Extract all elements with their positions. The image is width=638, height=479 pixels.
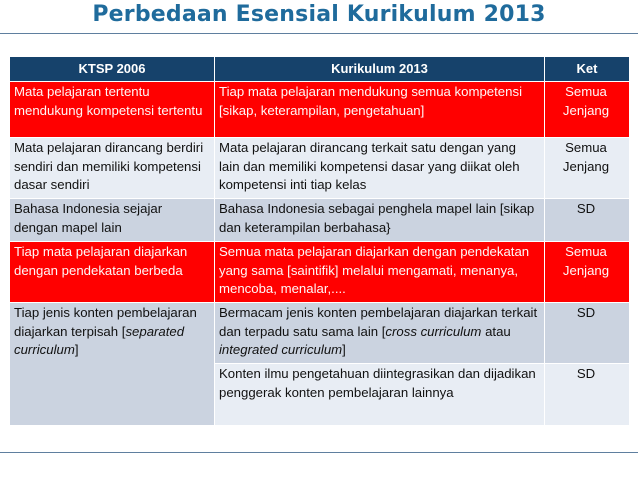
header-ktsp: KTSP 2006 bbox=[10, 57, 215, 82]
table-row bbox=[10, 82, 630, 138]
slide-title: Perbedaan Esensial Kurikulum 2013 bbox=[92, 2, 546, 27]
cell-ket: SD bbox=[545, 199, 630, 242]
table-row bbox=[10, 138, 630, 199]
cell-ket: SD bbox=[545, 303, 630, 364]
cell-ket: Semua Jenjang bbox=[545, 242, 630, 303]
cell-ktsp: Tiap jenis konten pembelajaran diajarkan terpisah [separated curriculum] bbox=[10, 303, 215, 426]
cell-k13: Mata pelajaran dirancang terkait satu dengan yang lain dan memiliki kompetensi dasar yang diikat oleh kompetensi inti tiap kelas bbox=[215, 138, 545, 199]
cell-ket: Semua Jenjang bbox=[545, 82, 630, 138]
cell-k13: Tiap mata pelajaran mendukung semua kompetensi [sikap, keterampilan, pengetahuan] bbox=[215, 82, 545, 138]
cell-ktsp: Bahasa Indonesia sejajar dengan mapel lain bbox=[10, 199, 215, 242]
cell-ktsp: Mata pelajaran tertentu mendukung kompetensi tertentu bbox=[10, 82, 215, 138]
header-k13: Kurikulum 2013 bbox=[215, 57, 545, 82]
table-row bbox=[10, 242, 630, 303]
header-ket: Ket bbox=[545, 57, 630, 82]
table-row bbox=[10, 199, 630, 242]
cell-k13: Bermacam jenis konten pembelajaran diajarkan terkait dan terpadu satu sama lain [cross curriculum atau integrated curriculum] bbox=[215, 303, 545, 364]
table-header bbox=[10, 57, 630, 82]
title-divider bbox=[0, 33, 638, 34]
comparison-table bbox=[9, 56, 630, 426]
cell-k13: Bahasa Indonesia sebagai penghela mapel lain [sikap dan keterampilan berbahasa} bbox=[215, 199, 545, 242]
cell-ktsp: Mata pelajaran dirancang berdiri sendiri dan memiliki kompetensi dasar sendiri bbox=[10, 138, 215, 199]
cell-ket: SD bbox=[545, 364, 630, 426]
cell-k13: Semua mata pelajaran diajarkan dengan pendekatan yang sama [saintifik] melalui mengamati, menanya, mencoba, menalar,.... bbox=[215, 242, 545, 303]
cell-ktsp: Tiap mata pelajaran diajarkan dengan pendekatan berbeda bbox=[10, 242, 215, 303]
cell-ket: Semua Jenjang bbox=[545, 138, 630, 199]
table-row bbox=[10, 303, 630, 364]
cell-k13: Konten ilmu pengetahuan diintegrasikan dan dijadikan penggerak konten pembelajaran lainnya bbox=[215, 364, 545, 426]
footer-divider bbox=[0, 452, 638, 453]
